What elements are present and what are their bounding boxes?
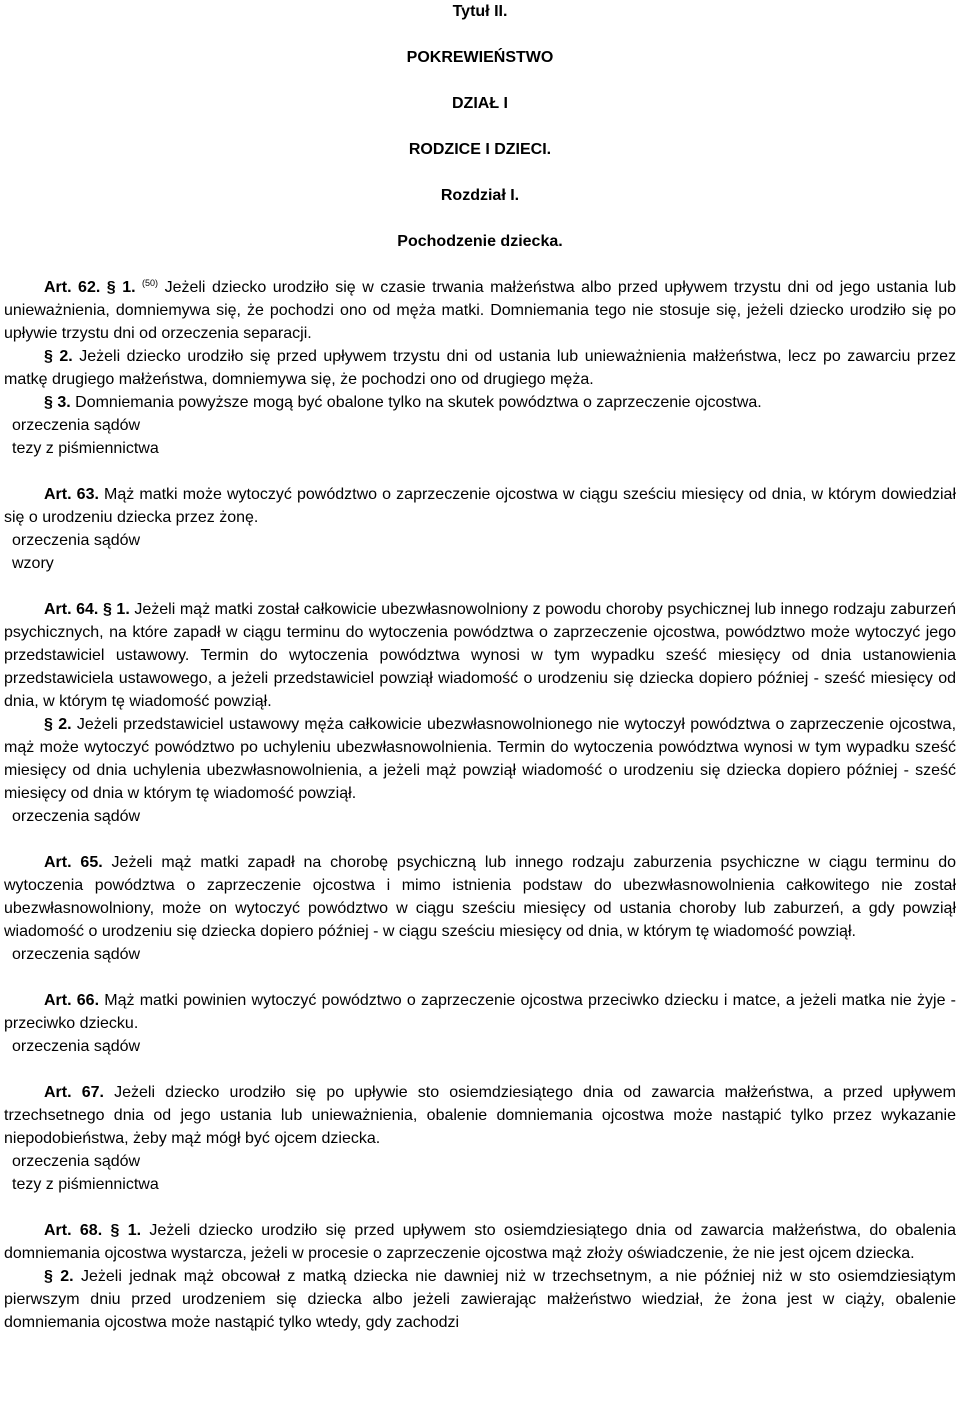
art64-par1 <box>4 598 956 713</box>
article-63 <box>4 483 956 575</box>
division-heading: DZIAŁ I <box>452 95 508 112</box>
court-rulings-link[interactable]: orzeczenia sądów <box>12 417 141 434</box>
art65-text-block <box>4 851 956 943</box>
art62-number: Art. 62. <box>44 279 101 296</box>
art68-par1-text: Jeżeli dziecko urodziło się przed upływem sto osiemdziesiątego dnia od zawarcia małżeństwa, do obalenia domniemania ojcostwa wystarcza, jeżeli w procesie o zaprzeczenie ojcostwa mąż złoży oświadczenie, że nie jest ojcem dziecka. <box>4 1222 957 1262</box>
art68-par1 <box>4 1219 956 1265</box>
art68-par2 <box>4 1265 956 1334</box>
literature-theses-link[interactable]: tezy z piśmiennictwa <box>12 1176 159 1193</box>
art64-par2-text: Jeżeli przedstawiciel ustawowy męża całkowicie ubezwłasnowolnionego nie wytoczył powództwa o zaprzeczenie ojcostwa, mąż może wytoczyć powództwo po uchyleniu ubezwłasnowolnienia. Termin do wytoczenia powództwa wynosi w tym wypadku sześć miesięcy od dnia uchylenia ubezwłasnowolnienia, a jeżeli mąż powziął wiadomość o urodzeniu się dziecka dopiero później - sześć miesięcy od dnia w którym tę wiadomość powziął. <box>4 716 957 802</box>
art67-text-block <box>4 1081 956 1150</box>
templates-link[interactable]: wzory <box>12 555 54 572</box>
art65-text: Jeżeli mąż matki zapadł na chorobę psychiczną lub innego rodzaju zaburzenia psychiczne w ciągu terminu do wytoczenia powództwa o zaprzeczenie ojcostwa i mimo istnienia podstaw do ubezwłasnowolnienia całkowitego nie został ubezwłasnowolniony, może on wytoczyć powództwo w ciągu sześciu miesięcy od ustania choroby lub zaburzeń, a gdy powziął wiadomość o urodzeniu się dziecka dopiero później - w ciągu sześciu miesięcy od dnia, w którym tę wiadomość powziął. <box>4 854 957 940</box>
court-rulings-link[interactable]: orzeczenia sądów <box>12 946 141 963</box>
art64-par2 <box>4 713 956 805</box>
art67-text: Jeżeli dziecko urodziło się po upływie sto osiemdziesiątego dnia od zawarcia małżeństwa, a przed upływem trzechsetnego dnia od jego ustania lub unieważnienia, obalenie domniemania ojcostwa może nastąpić tylko przez wykazanie niepodobieństwa, żeby mąż mógł być ojcem dziecka. <box>4 1084 957 1147</box>
division-subtitle: RODZICE I DZIECI. <box>408 141 552 158</box>
art62-par2-text: Jeżeli dziecko urodziło się przed upływem trzystu dni od ustania lub unieważnienia małżeństwa, lecz po zawarciu przez matkę drugiego małżeństwa, domniemywa się, że pochodzi ono od drugiego męża. <box>4 348 957 388</box>
court-rulings-link[interactable]: orzeczenia sądów <box>12 1038 141 1055</box>
article-68 <box>4 1219 956 1334</box>
art68-par1-number: § 1. <box>110 1222 142 1239</box>
title-heading: Tytuł II. <box>452 3 508 20</box>
art62-par1 <box>4 276 956 345</box>
chapter-subtitle: Pochodzenie dziecka. <box>397 233 563 250</box>
court-rulings-link[interactable]: orzeczenia sądów <box>12 1153 141 1170</box>
art64-par2-number: § 2. <box>44 716 72 733</box>
art62-par3-text: Domniemania powyższe mogą być obalone tylko na skutek powództwa o zaprzeczenie ojcostwa. <box>75 394 762 411</box>
article-65 <box>4 851 956 966</box>
art68-par2-text: Jeżeli jednak mąż obcował z matką dziecka nie dawniej niż w trzechsetnym, a nie później niż w sto osiemdziesiątym pierwszym dniu przed urodzeniem się dziecka albo jeżeli zawierając małżeństwo wiedział, że żona jest w ciąży, obalenie domniemania ojcostwa może nastąpić tylko wtedy, gdy zachodzi <box>4 1268 956 1331</box>
art65-number: Art. 65. <box>44 854 103 871</box>
literature-theses-link[interactable]: tezy z piśmiennictwa <box>12 440 159 457</box>
art62-par2-number: § 2. <box>44 348 73 365</box>
article-64 <box>4 598 956 828</box>
art62-par3-number: § 3. <box>44 394 71 411</box>
art63-text: Mąż matki może wytoczyć powództwo o zaprzeczenie ojcostwa w ciągu sześciu miesięcy od dnia, w którym dowiedział się o urodzeniu dziecka przez żonę. <box>4 486 957 526</box>
court-rulings-link[interactable]: orzeczenia sądów <box>12 532 141 549</box>
court-rulings-link[interactable]: orzeczenia sądów <box>12 808 141 825</box>
art62-par3 <box>4 391 956 414</box>
art68-number: Art. 68. <box>44 1222 103 1239</box>
art62-par1-number: § 1. <box>106 279 136 296</box>
art66-text: Mąż matki powinien wytoczyć powództwo o zaprzeczenie ojcostwa przeciwko dziecku i matce, a jeżeli matka nie żyje - przeciwko dziecku. <box>4 992 957 1032</box>
footnote-ref[interactable]: (50) <box>142 278 159 288</box>
art64-par1-text: Jeżeli mąż matki został całkowicie ubezwłasnowolniony z powodu choroby psychicznej lub innego rodzaju zaburzeń psychicznych, na które zapadł w ciągu terminu do wytoczenia powództwa o zaprzeczenie ojcostwa, powództwo może wytoczyć jego przedstawiciel ustawowy. Termin do wytoczenia powództwa wynosi w tym wypadku sześć miesięcy od dnia ustanowienia przedstawiciela ustawowego, a jeżeli przedstawiciel powziął wiadomość o urodzeniu się dziecka dopiero później - sześć miesięcy od dnia, w którym tę wiadomość powziął. <box>4 601 957 710</box>
art67-number: Art. 67. <box>44 1084 104 1101</box>
art63-text-block <box>4 483 956 529</box>
headings-block <box>4 0 956 253</box>
section-heading: POKREWIEŃSTWO <box>406 49 554 66</box>
art64-par1-number: § 1. <box>102 601 130 618</box>
art62-par1-text: Jeżeli dziecko urodziło się w czasie trwania małżeństwa albo przed upływem trzystu dni od jego ustania lub unieważnienia, domniemywa się, że pochodzi ono od męża matki. Domniemania tego nie stosuje się, jeżeli dziecko urodziło się po upływie trzystu dni od orzeczenia separacji. <box>4 279 956 342</box>
art66-text-block <box>4 989 956 1035</box>
article-67 <box>4 1081 956 1196</box>
art64-number: Art. 64. <box>44 601 99 618</box>
art63-number: Art. 63. <box>44 486 99 503</box>
art68-par2-number: § 2. <box>44 1268 74 1285</box>
art62-par2 <box>4 345 956 391</box>
article-66 <box>4 989 956 1058</box>
document <box>4 0 956 1334</box>
article-62 <box>4 276 956 460</box>
chapter-heading: Rozdział I. <box>440 187 520 204</box>
art66-number: Art. 66. <box>44 992 100 1009</box>
